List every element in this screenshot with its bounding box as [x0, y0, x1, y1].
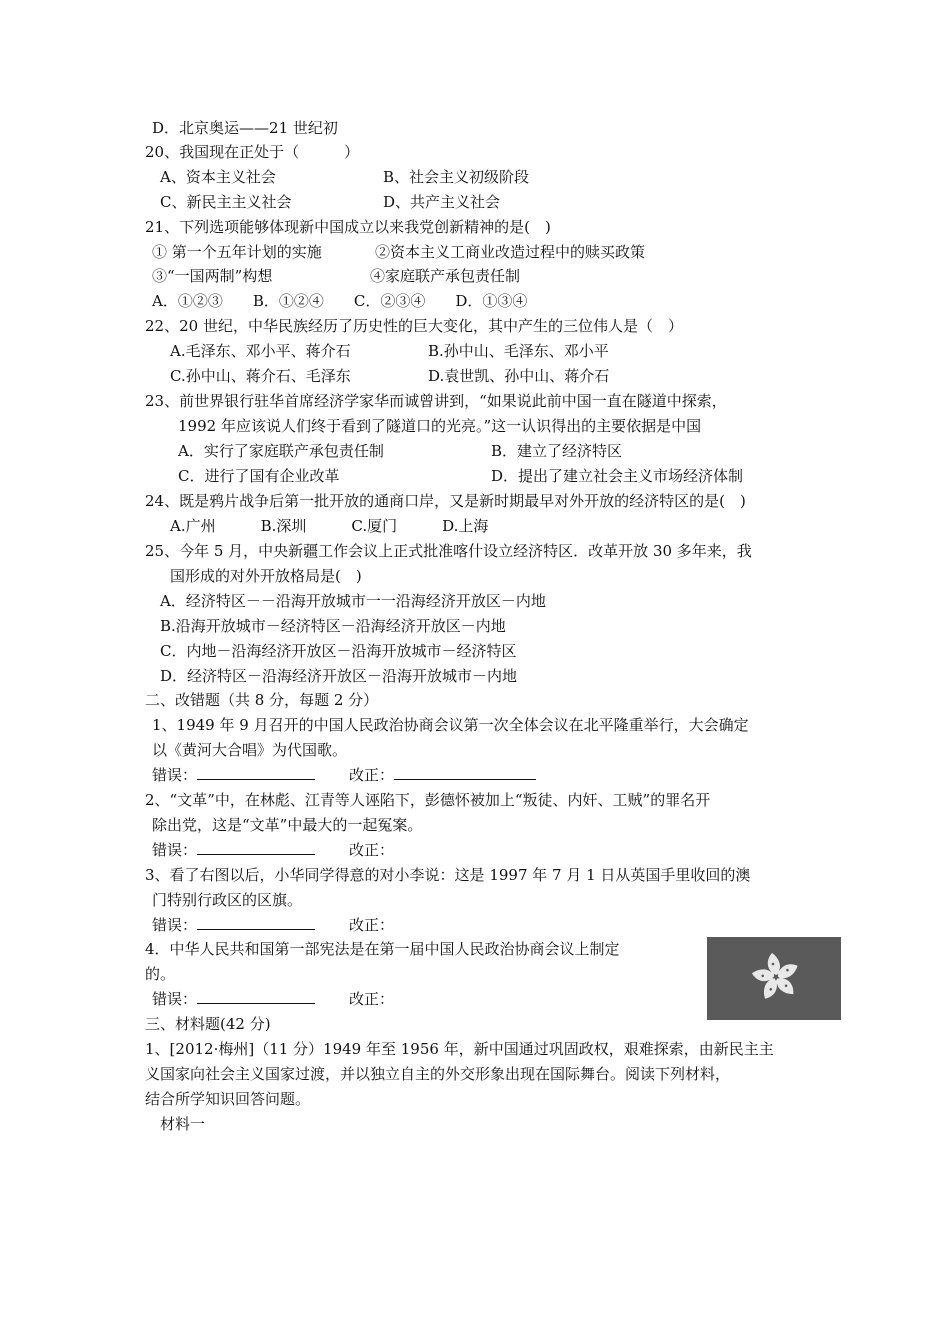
text-line: B．建立了经济特区: [491, 442, 623, 460]
fix-label: 改正：: [349, 916, 395, 934]
text-line: A．①②③ B．①②④ C．②③④ D．①③④: [152, 292, 528, 310]
fix-label: 改正：: [349, 841, 395, 859]
text-line: 除出党，这是“文革”中最大的一起冤案。: [152, 816, 423, 834]
text-line: C.孙中山、蒋介石、毛泽东: [170, 367, 351, 385]
text-line: 以《黄河大合唱》为代国歌。: [152, 741, 348, 759]
text-line: 22、20 世纪，中华民族经历了历史性的巨大变化，其中产生的三位伟人是（ ）: [145, 317, 683, 335]
text-line: D．北京奥运——21 世纪初: [152, 119, 338, 137]
fix-label: 改正：: [349, 766, 395, 784]
text-line: B.沿海开放城市－经济特区－沿海经济开放区－内地: [160, 617, 506, 635]
answer-row: [152, 840, 394, 860]
answer-row: [152, 915, 394, 935]
text-line: 义国家向社会主义国家过渡，并以独立自主的外交形象出现在国际舞台。阅读下列材料，: [145, 1065, 731, 1083]
text-line: 门特别行政区的区旗。: [152, 891, 303, 909]
text-line: A．经济特区－－沿海开放城市一一沿海经济开放区－内地: [160, 592, 546, 610]
flag-image: [707, 937, 841, 1020]
text-line: ②资本主义工商业改造过程中的赎买政策: [375, 243, 646, 261]
text-line: ① 第一个五年计划的实施: [152, 243, 322, 261]
text-line: 的。: [145, 965, 176, 983]
text-line: D．经济特区－沿海经济开放区－沿海开放城市－内地: [160, 667, 518, 685]
text-line: 21、下列选项能够体现新中国成立以来我党创新精神的是( ): [145, 218, 551, 236]
text-line: 1992 年应该说人们终于看到了隧道口的光亮。”这一认识得出的主要依据是中国: [178, 417, 702, 435]
text-line: 23、前世界银行驻华首席经济学家华而诚曾讲到，“如果说此前中国一直在隧道中探索，: [145, 392, 727, 410]
text-line: 25、今年 5 月，中央新疆工作会议上正式批准喀什设立经济特区．改革开放 30 多年来，我: [145, 542, 752, 560]
text-line: 1、1949 年 9 月召开的中国人民政治协商会议第一次全体会议在北平隆重举行，大会确定: [152, 716, 749, 734]
text-line: D．提出了建立社会主义市场经济体制: [491, 467, 744, 485]
answer-row: [152, 989, 394, 1009]
text-line: 国形成的对外开放格局是( ): [170, 567, 362, 585]
bauhinia-flower-icon: [707, 937, 841, 1020]
text-line: 三、材料题(42 分): [145, 1015, 271, 1033]
text-line: B、社会主义初级阶段: [383, 168, 530, 186]
error-answer-blank[interactable]: [197, 989, 315, 1004]
error-answer-blank[interactable]: [197, 765, 315, 780]
text-line: ③“一国两制”构想: [152, 267, 273, 285]
text-line: D、共产主义社会: [383, 193, 501, 211]
text-line: 结合所学知识回答问题。: [145, 1090, 311, 1108]
error-answer-blank[interactable]: [197, 915, 315, 930]
text-line: B.孙中山、毛泽东、邓小平: [428, 342, 609, 360]
text-line: A.毛泽东、邓小平、蒋介石: [170, 342, 351, 360]
text-line: C、新民主主义社会: [160, 193, 292, 211]
text-line: 4．中华人民共和国第一部宪法是在第一届中国人民政治协商会议上制定: [145, 940, 620, 958]
text-line: C．内地－沿海经济开放区－沿海开放城市－经济特区: [160, 642, 517, 660]
text-line: A、资本主义社会: [160, 168, 276, 186]
text-line: 1、[2012·梅州]（11 分）1949 年至 1956 年，新中国通过巩固政权，艰难探索，由新民主主: [145, 1040, 774, 1058]
text-line: ④家庭联产承包责任制: [370, 267, 521, 285]
error-answer-blank[interactable]: [197, 840, 315, 855]
text-line: 2、“文革”中，在林彪、江青等人诬陷下，彭德怀被加上“叛徒、内奸、工贼”的罪名开: [145, 791, 711, 809]
text-line: 24、既是鸦片战争后第一批开放的通商口岸，又是新时期最早对外开放的经济特区的是( ): [145, 492, 746, 510]
petal-star: [772, 963, 775, 966]
error-label: 错误：: [152, 990, 198, 1008]
fix-answer-blank[interactable]: [394, 765, 536, 780]
text-line: A.广州 B.深圳 C.厦门 D.上海: [170, 517, 489, 535]
text-line: 3、看了右图以后，小华同学得意的对小李说：这是 1997 年 7 月 1 日从英国手里收回的澳: [145, 866, 751, 884]
answer-row: [152, 765, 536, 785]
text-line: C．进行了国有企业改革: [178, 467, 340, 485]
fix-label: 改正：: [349, 990, 395, 1008]
text-line: 材料一: [160, 1115, 206, 1133]
text-line: 二、改错题（共 8 分，每题 2 分）: [145, 691, 379, 709]
error-label: 错误：: [152, 766, 198, 784]
text-line: 20、我国现在正处于（ ）: [145, 143, 360, 161]
text-line: D.袁世凯、孙中山、蒋介石: [428, 367, 610, 385]
error-label: 错误：: [152, 916, 198, 934]
text-line: A．实行了家庭联产承包责任制: [178, 442, 384, 460]
error-label: 错误：: [152, 841, 198, 859]
